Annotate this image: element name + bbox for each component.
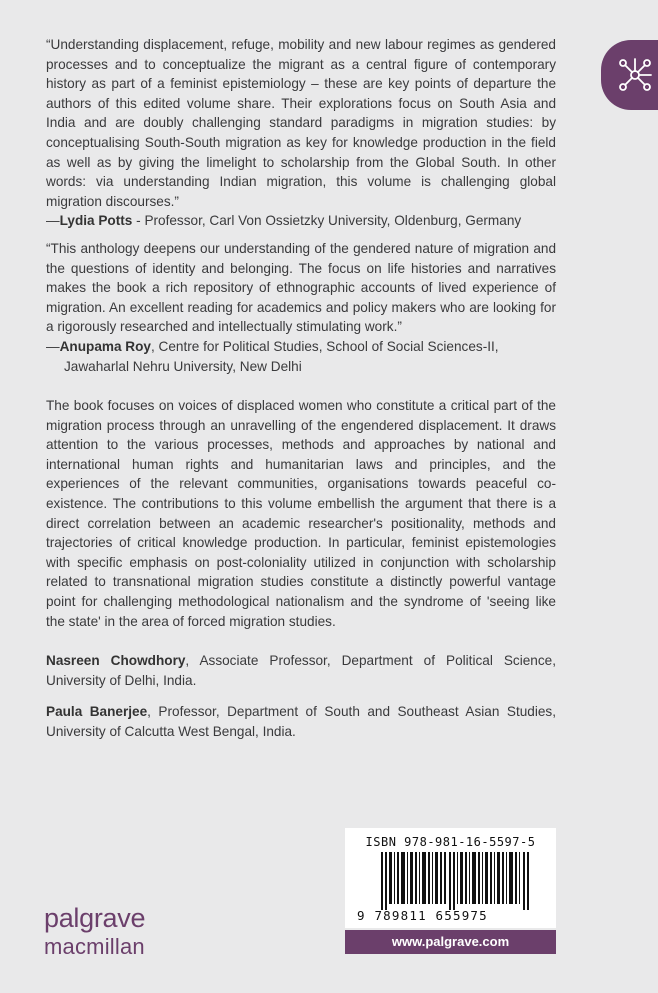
endorser-affiliation: , Centre for Political Studies, School of Social Sciences-II,: [151, 338, 499, 354]
network-nodes-icon: [615, 55, 655, 95]
editor-name: Nasreen Chowdhory: [46, 653, 186, 668]
book-description: The book focuses on voices of displaced women who constitute a critical part of the migration process through an unravelling of the engendered displacement. It draws attention to the various processes, methods and approaches by national and international human rights and humanitarian laws and principles, and the experiences of the relevant communities, organisations towards peaceful co-existence. The contributions to this volume embellish the argument that there is a direct correlation between an academic researcher's positionality, methods and trajectories of critical knowledge production. In particular, feminist epistemologies with specific emphasis on post-coloniality utilized in conjunction with scholarship related to transnational migration studies constitute a distinctly powerful vantage point for challenging methodological nationalism and the syndrome of 'seeing like the state' in the area of forced migration studies.: [46, 398, 556, 629]
isbn-barcode: [345, 828, 556, 928]
series-badge: [601, 40, 658, 110]
publisher-logo-line2: macmillan: [44, 934, 145, 959]
publisher-url[interactable]: www.palgrave.com: [345, 930, 556, 954]
endorser-affiliation: - Professor, Carl Von Ossietzky University, Oldenburg, Germany: [132, 213, 522, 229]
endorsement-1: [46, 35, 556, 231]
em-dash: —: [46, 338, 60, 354]
editor-name: Paula Banerjee: [46, 704, 148, 719]
endorser-name: Lydia Potts: [59, 213, 133, 229]
endorser-name: Anupama Roy: [59, 338, 151, 354]
publisher-logo-line1: palgrave: [44, 903, 146, 933]
ean-digits: 9 789811 655975: [357, 908, 488, 923]
em-dash: —: [46, 213, 60, 229]
isbn-label: ISBN 978-981-16-5597-5: [365, 835, 536, 849]
endorsement-2-attribution: [46, 337, 556, 357]
endorsement-1-attribution: [46, 211, 556, 231]
endorsement-2: [46, 239, 556, 376]
editor-2: [46, 702, 556, 741]
barcode-bars: [381, 852, 531, 910]
editor-details: , Associate Professor, Department of Political Science, University of Delhi, India.: [46, 653, 556, 688]
endorser-affiliation-line2: Jawaharlal Nehru University, New Delhi: [64, 358, 302, 374]
endorsement-1-quote: “Understanding displacement, refuge, mobility and new labour regimes as gendered processes and to conceptualize the migrant as a central figure of contemporary history as part of a feminist epistemiology – these are key points of departure the authors of this edited volume share. Their explorations focus on South Asia and India and are doubly challenging standard paradigms in migration studies: by conceptualising South-South migration as key for knowledge production in the field as well as by giving the limelight to scholarship from the Global South. In other words: via understanding Indian migration, this volume is challenging global migration discourses.”: [46, 37, 556, 209]
editor-1: [46, 651, 556, 690]
editor-details: , Professor, Department of South and Southeast Asian Studies, University of Calcutta West Bengal, India.: [46, 704, 557, 739]
endorsement-2-quote: “This anthology deepens our understanding of the gendered nature of migration and the questions of identity and belonging. The focus on life histories and narratives makes the book a rich repository of ethnographic accounts of lived experience of migration. An excellent reading for academics and policy makers who are looking for a rigorously researched and intellectually stimulating work.”: [46, 241, 556, 335]
